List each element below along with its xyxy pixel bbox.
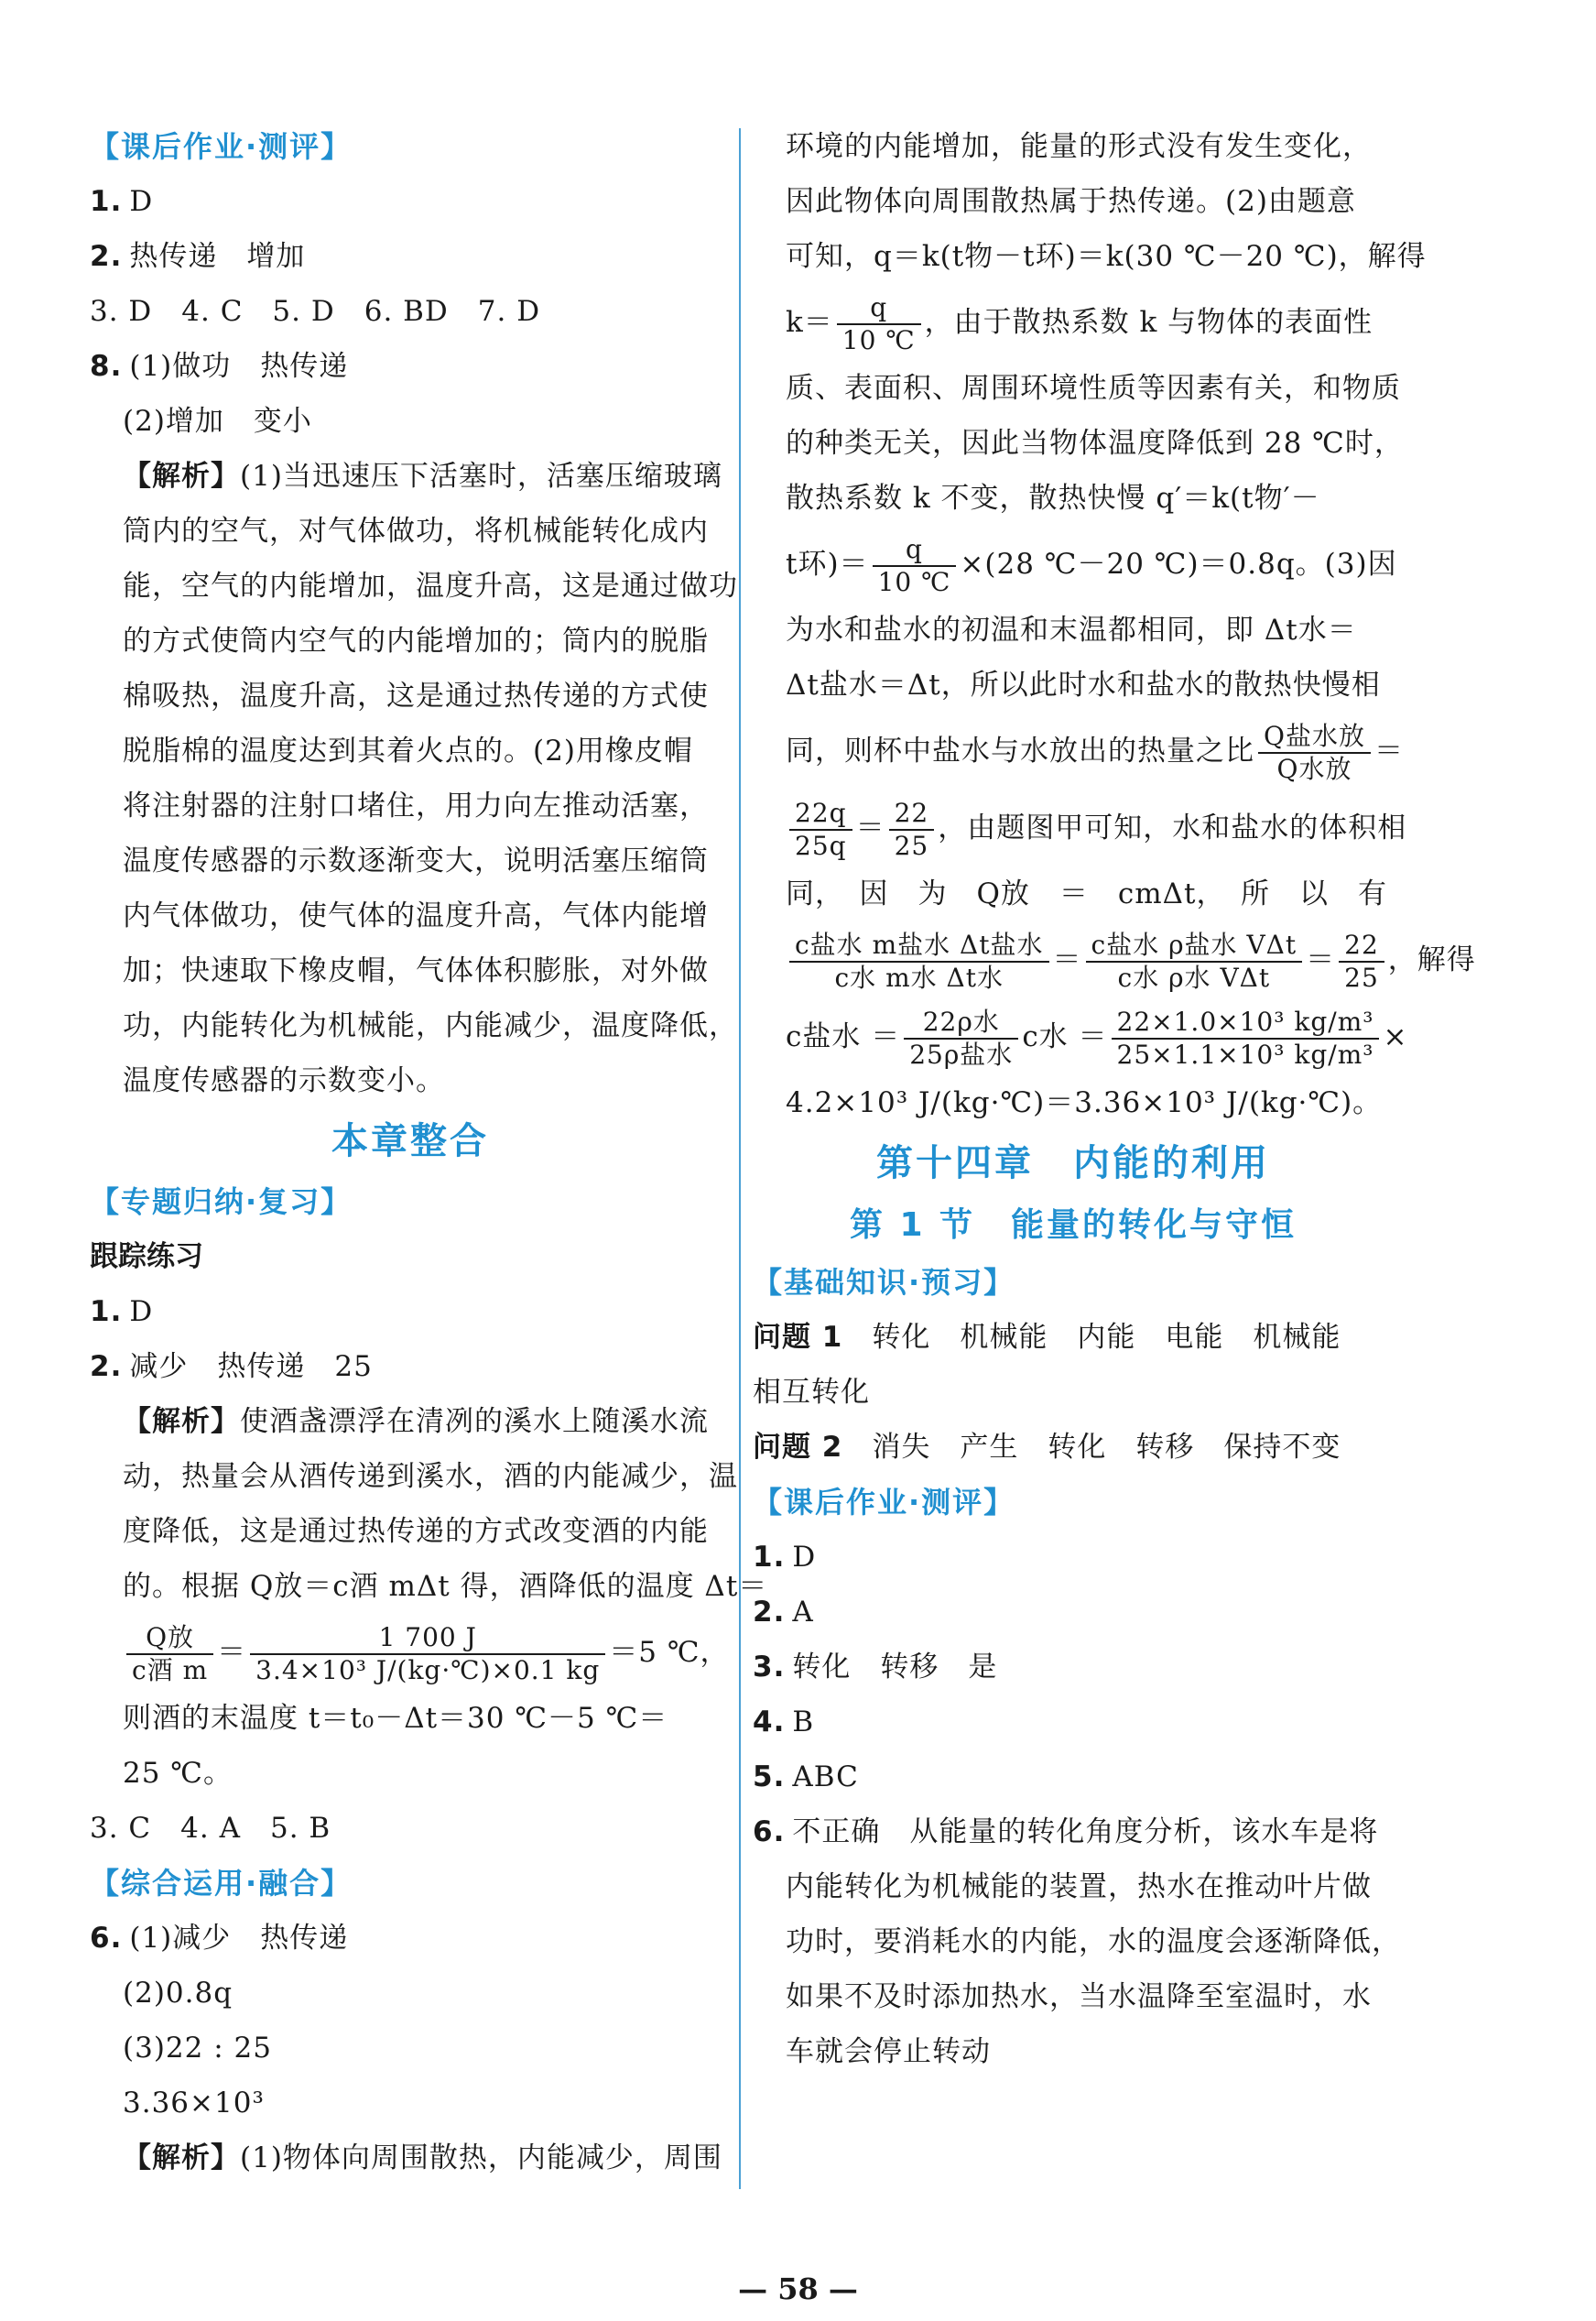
- analysis-line: 质、表面积、周围环境性质等因素有关，和物质: [786, 372, 1401, 405]
- fraction: $\frac{\text{c盐水 m盐水 Δt盐水}}{\text{c水 m水 Δt水}}$: [789, 930, 1049, 994]
- analysis-line: 散热系数 k 不变，散热快慢 q′＝k(t物′－: [786, 482, 1320, 515]
- page-number: — 58 —: [738, 2272, 858, 2306]
- q6-answer-part: (2)0.8q: [123, 1977, 233, 2010]
- review-heading: 【专题归纳·复习】: [90, 1184, 353, 1219]
- analysis-line: 则酒的末温度 t＝t₀－Δt＝30 ℃－5 ℃＝: [123, 1702, 668, 1735]
- q6-answer: 6. (1)减少 热传递: [90, 1922, 349, 1955]
- fraction: $\frac{\text{Q盐水放}}{\text{Q水放}}$: [1258, 721, 1371, 785]
- chapter-summary-title: 本章整合: [331, 1120, 489, 1162]
- fraction: $\frac{\text{Q放}}{\text{c酒 m}}$: [126, 1622, 213, 1686]
- analysis-line: 【解析】(1)当迅速压下活塞时，活塞压缩玻璃: [123, 460, 722, 493]
- formula-ratio-value: $\frac{22q}{25q}$ ＝ $\frac{22}{25}$ ，由题图甲可知，水和盐水的体积相: [753, 790, 1394, 866]
- practice-title: 跟踪练习: [90, 1240, 203, 1273]
- fraction: $\frac{22}{25}$: [889, 798, 935, 862]
- analysis-line: 的方式使筒内空气的内能增加的；筒内的脱脂: [123, 625, 709, 658]
- formula-q-prime: t环)＝ $\frac{q}{10 ℃}$ ×(28 ℃－20 ℃)＝0.8q。(3)因: [786, 533, 1397, 597]
- formula-temperature-drop: $\frac{\text{Q放}}{\text{c酒 m}}$ ＝ $\frac{1 700 J}{\text{3.4×10³ J/(kg·℃)×0.1 kg}}$ ＝5 ℃，: [90, 1614, 731, 1691]
- analysis-line: 温度传感器的示数逐渐变大，说明活塞压缩筒: [123, 844, 709, 877]
- formula-salt-water-heat: c盐水 ＝ $\frac{\text{22ρ水}}{\text{25ρ盐水}}$ c水 ＝ $\frac{\text{22×1.0×10³ kg/m³}}{\text{25×1.1×10³ kg/m³}}$ ×: [786, 1006, 1408, 1070]
- analysis-line: 脱脂棉的温度达到其着火点的。(2)用橡皮帽: [123, 735, 693, 768]
- question-1-cont: 相互转化: [753, 1376, 870, 1409]
- formula-k: k＝ $\frac{q}{10 ℃}$ ，由于散热系数 k 与物体的表面性: [786, 291, 1373, 355]
- analysis-line: 的种类无关，因此当物体温度降低到 28 ℃时，: [786, 427, 1404, 460]
- analysis-line: 动，热量会从酒传递到溪水，酒的内能减少，温: [123, 1460, 738, 1493]
- section-title: 第 1 节 能量的转化与守恒: [849, 1206, 1297, 1244]
- practice-answer-3-5: 3. C 4. A 5. B: [90, 1812, 331, 1845]
- answer-8: 8. (1)做功 热传递: [90, 350, 349, 383]
- formula-heat-ratio: 同，则杯中盐水与水放出的热量之比 $\frac{\text{Q盐水放}}{\text{Q水放}}$ ＝: [786, 720, 1404, 784]
- fraction: $\frac{q}{10 ℃}$: [873, 534, 957, 598]
- answer-6: 6. 不正确 从能量的转化角度分析，该水车是将: [753, 1815, 1379, 1848]
- analysis-line: 25 ℃。: [123, 1757, 233, 1790]
- answer-3-7: 3. D 4. C 5. D 6. BD 7. D: [90, 295, 541, 328]
- fraction: $\frac{22}{25}$: [1339, 930, 1384, 994]
- analysis-line: Δt盐水＝Δt，所以此时水和盐水的散热快慢相: [786, 669, 1381, 702]
- analysis-line: 温度传感器的示数变小。: [123, 1064, 445, 1097]
- fraction: $\frac{\text{c盐水 ρ盐水 VΔt}}{\text{c水 ρ水 VΔt}}$: [1086, 930, 1303, 994]
- analysis-line: 度降低，这是通过热传递的方式改变酒的内能: [123, 1515, 709, 1548]
- answer-5: 5. ABC: [753, 1760, 859, 1793]
- analysis-line: 加；快速取下橡皮帽，气体体积膨胀，对外做: [123, 954, 709, 987]
- column-divider: [739, 128, 741, 2189]
- answer-1: 1. D: [90, 185, 154, 218]
- analysis-line: 能，空气的内能增加，温度升高，这是通过做功: [123, 570, 738, 603]
- practice-answer-1: 1. D: [90, 1295, 154, 1328]
- answer-8-part2: (2)增加 变小: [123, 405, 312, 438]
- homework-heading: 【课后作业·测评】: [90, 129, 353, 164]
- apply-heading: 【综合运用·融合】: [90, 1866, 353, 1901]
- analysis-line: 【解析】(1)物体向周围散热，内能减少，周围: [123, 2141, 722, 2174]
- fraction: $\frac{22q}{25q}$: [789, 798, 852, 862]
- analysis-line: 将注射器的注射口堵住，用力向左推动活塞，: [123, 790, 709, 823]
- analysis-line: 【解析】使酒盏漂浮在清冽的溪水上随溪水流: [123, 1405, 709, 1438]
- answer-4: 4. B: [753, 1705, 815, 1738]
- answer-3: 3. 转化 转移 是: [753, 1651, 998, 1684]
- analysis-line: 为水和盐水的初温和末温都相同，即 Δt水＝: [786, 614, 1357, 647]
- question-2: 问题 2 消失 产生 转化 转移 保持不变: [753, 1431, 1341, 1464]
- fraction: $\frac{q}{10 ℃}$: [837, 292, 921, 356]
- chapter-title: 第十四章 内能的利用: [876, 1142, 1270, 1184]
- formula-specific-heat-ratio: $\frac{\text{c盐水 m盐水 Δt盐水}}{\text{c水 m水 Δt水}}$ ＝ $\frac{\text{c盐水 ρ盐水 VΔt}}{\text{c水 ρ水 VΔt}}$ ＝ $\frac{22}{25}$ ，解得: [753, 921, 1394, 998]
- basic-heading: 【基础知识·预习】: [753, 1265, 1015, 1300]
- fraction: $\frac{\text{22ρ水}}{\text{25ρ盐水}}$: [904, 1007, 1018, 1071]
- fraction: $\frac{\text{22×1.0×10³ kg/m³}}{\text{25×1.1×10³ kg/m³}}$: [1112, 1007, 1380, 1071]
- analysis-line: 同， 因 为 Q放 ＝ cmΔt， 所 以 有: [786, 877, 1388, 910]
- answer-2: 2. 热传递 增加: [90, 240, 306, 273]
- left-column: [90, 119, 768, 2185]
- analysis-line: 内气体做功，使气体的温度升高，气体内能增: [123, 899, 709, 932]
- q6-answer-part: (3)22 : 25: [123, 2032, 272, 2065]
- answer-6-line: 功时，要消耗水的内能，水的温度会逐渐降低，: [786, 1925, 1401, 1958]
- answer-6-line: 内能转化为机械能的装置，热水在推动叶片做: [786, 1870, 1372, 1903]
- answer-6-line: 如果不及时添加热水，当水温降至室温时，水: [786, 1980, 1372, 2013]
- question-1: 问题 1 转化 机械能 内能 电能 机械能: [753, 1321, 1341, 1354]
- analysis-line: 筒内的空气，对气体做功，将机械能转化成内: [123, 515, 709, 548]
- homework-heading-2: 【课后作业·测评】: [753, 1485, 1015, 1520]
- answer-2: 2. A: [753, 1596, 814, 1629]
- q6-answer-part: 3.36×10³: [123, 2087, 265, 2119]
- analysis-line: 功，内能转化为机械能，内能减少，温度降低，: [123, 1009, 738, 1042]
- answer-6-line: 车就会停止转动: [786, 2035, 991, 2068]
- fraction: $\frac{1 700 J}{\text{3.4×10³ J/(kg·℃)×0.1 kg}}$: [250, 1622, 605, 1686]
- right-column: [753, 119, 1476, 2079]
- analysis-line: 的。根据 Q放＝c酒 mΔt 得，酒降低的温度 Δt＝: [123, 1570, 768, 1603]
- analysis-line: 4.2×10³ J/(kg·℃)＝3.36×10³ J/(kg·℃)。: [786, 1086, 1383, 1119]
- answer-1: 1. D: [753, 1541, 817, 1574]
- practice-answer-2: 2. 减少 热传递 25: [90, 1350, 373, 1383]
- analysis-line: 棉吸热，温度升高，这是通过热传递的方式使: [123, 680, 709, 713]
- analysis-line: 可知，q＝k(t物－t环)＝k(30 ℃－20 ℃)，解得: [786, 240, 1427, 273]
- analysis-line: 因此物体向周围散热属于热传递。(2)由题意: [786, 185, 1356, 218]
- analysis-line: 环境的内能增加，能量的形式没有发生变化，: [786, 130, 1372, 163]
